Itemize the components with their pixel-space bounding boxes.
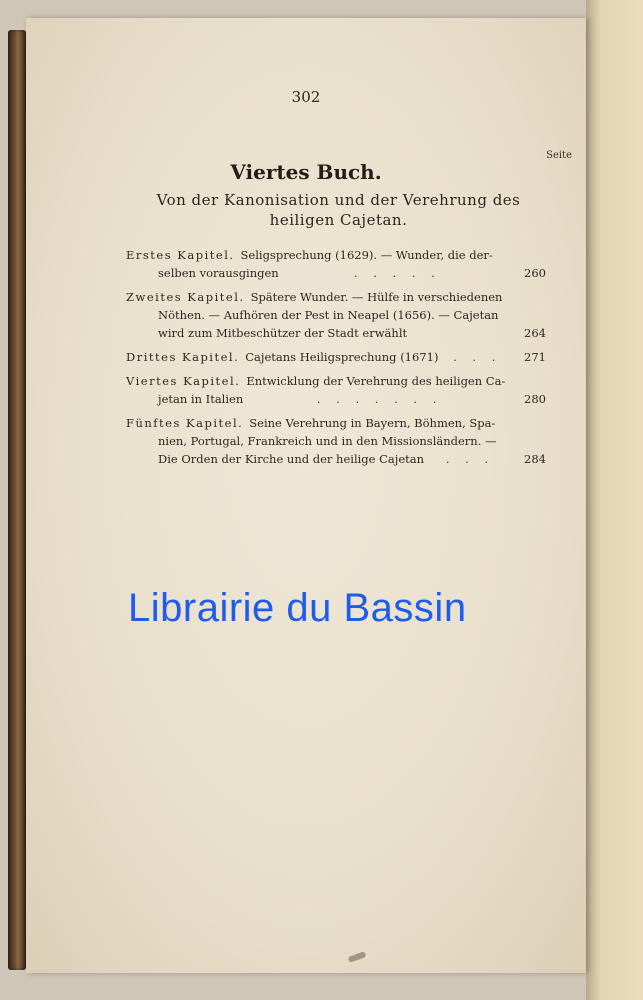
entry-text: Spätere Wunder. — Hülfe in verschiedenen <box>250 290 503 304</box>
toc-entry <box>126 348 546 366</box>
book-page <box>26 18 586 973</box>
toc-entry <box>126 246 546 282</box>
chapter-label: Viertes Kapitel. <box>126 374 241 388</box>
page-ref: 280 <box>524 392 546 406</box>
watermark-text: Librairie du Bassin <box>128 586 467 630</box>
book-spine <box>8 30 26 970</box>
entry-text: wird zum Mitbeschützer der Stadt erwählt <box>158 326 408 340</box>
table-of-contents <box>126 246 546 474</box>
entry-text: selben vorausgingen <box>158 266 279 280</box>
entry-text: jetan in Italien <box>158 392 244 406</box>
page-ref: 271 <box>524 350 546 364</box>
chapter-label: Fünftes Kapitel. <box>126 416 244 430</box>
entry-text: Entwicklung der Verehrung des heiligen Ca- <box>246 374 506 388</box>
page-ref: 260 <box>524 266 546 280</box>
page-ref: 284 <box>524 452 546 466</box>
toc-entry <box>126 288 546 342</box>
page-number: 302 <box>291 88 321 106</box>
leader-dots: . . . . . . . <box>316 392 443 406</box>
chapter-label: Zweites Kapitel. <box>126 290 245 304</box>
ink-stain <box>348 951 367 963</box>
leader-dots: . . . <box>445 452 495 466</box>
entry-text: Cajetans Heiligsprechung (1671) <box>245 350 439 364</box>
leader-dots: . . . <box>453 350 502 364</box>
entry-text: Seligsprechung (1629). — Wunder, die der- <box>240 248 493 262</box>
leader-dots: . . . . . <box>353 266 441 280</box>
entry-text: Nöthen. — Aufhören der Pest in Neapel (1656). — Cajetan <box>158 308 499 322</box>
toc-entry <box>126 414 546 468</box>
facing-page-edge <box>586 0 643 1000</box>
entry-text: Seine Verehrung in Bayern, Böhmen, Spa- <box>249 416 496 430</box>
book-title: Viertes Buch. <box>230 160 382 184</box>
entry-text: nien, Portugal, Frankreich und in den Missionsländern. — <box>158 434 497 448</box>
seite-label: Seite <box>546 150 572 161</box>
leader-dots <box>407 324 516 342</box>
toc-entry <box>126 372 546 408</box>
entry-text: Die Orden der Kirche und der heilige Cajetan <box>158 452 425 466</box>
chapter-label: Drittes Kapitel. <box>126 350 240 364</box>
chapter-label: Erstes Kapitel. <box>126 248 235 262</box>
page-ref: 264 <box>524 326 546 340</box>
book-subtitle: Von der Kanonisation und der Verehrung des heiligen Cajetan. <box>156 191 521 229</box>
